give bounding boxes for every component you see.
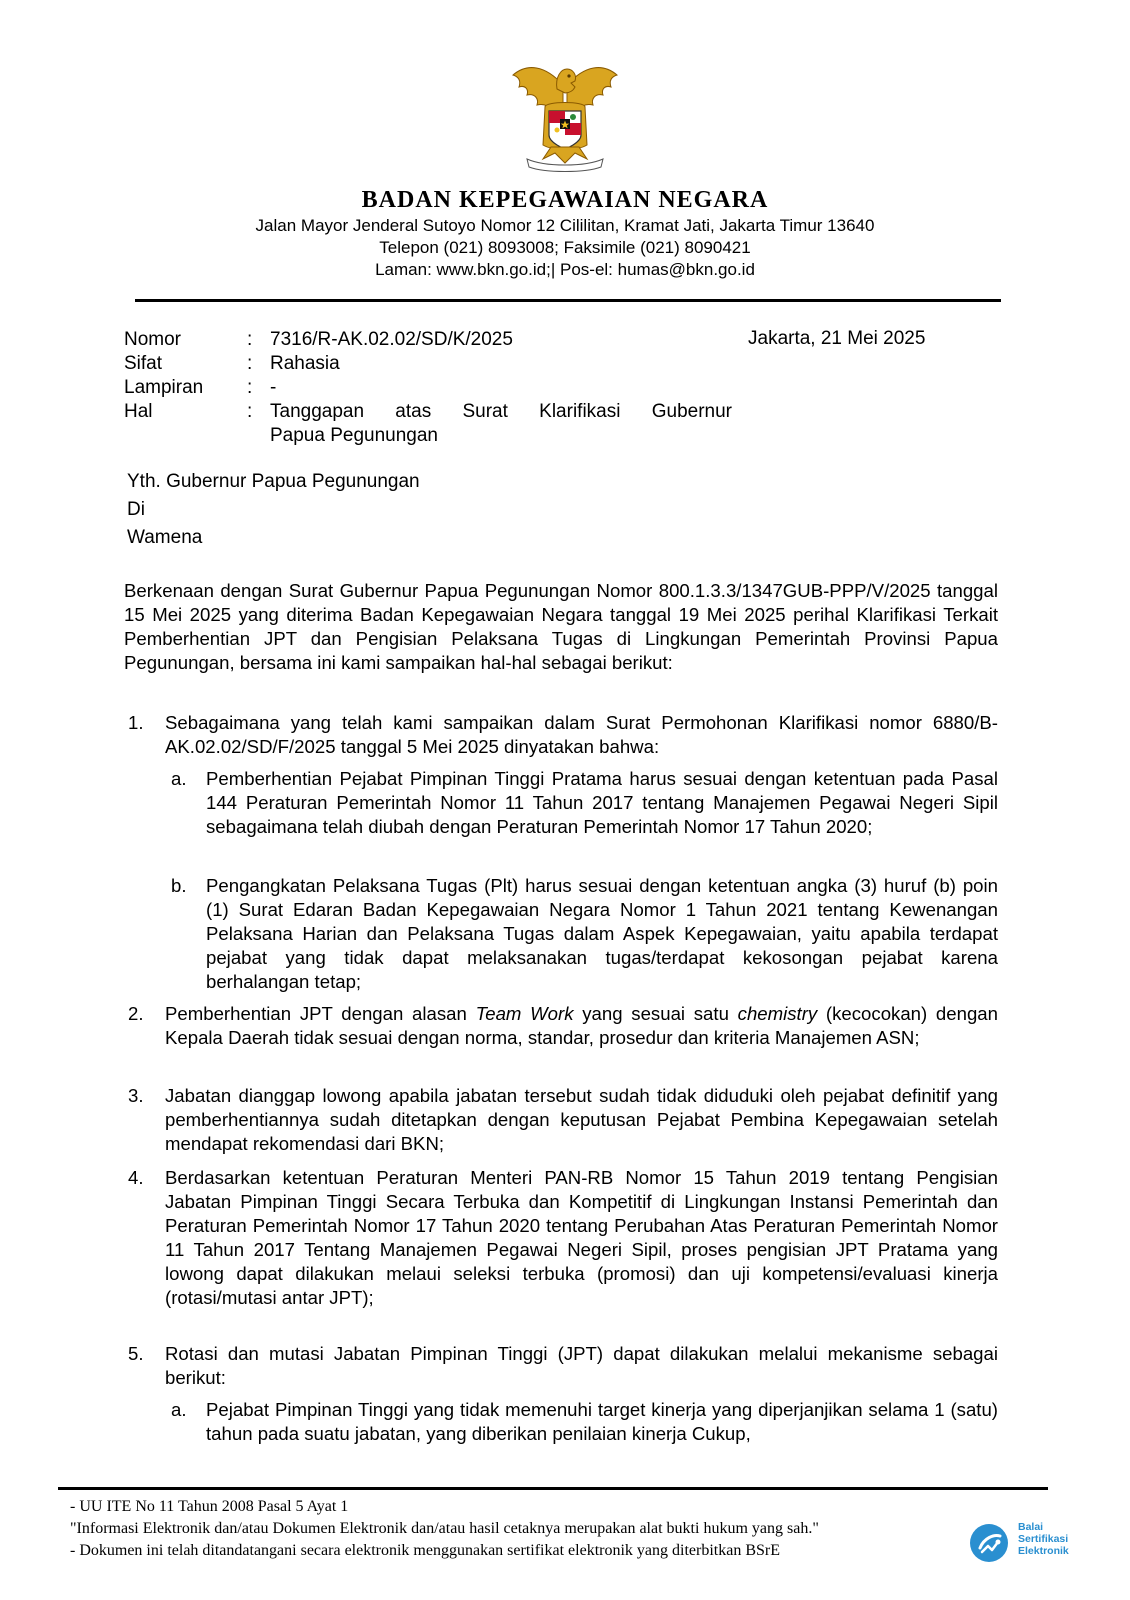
list-number: 1. bbox=[128, 712, 144, 733]
letter-date: Jakarta, 21 Mei 2025 bbox=[748, 328, 926, 349]
meta-colon: : bbox=[247, 353, 253, 374]
meta-label: Sifat bbox=[124, 353, 163, 374]
bsre-label-line: Balai bbox=[1018, 1521, 1044, 1533]
sublist-item: Pemberhentian Pejabat Pimpinan Tinggi Pratama harus sesuai dengan ketentuan pada Pasal 144 Peraturan Pemerintah Nomor 11 Tahun 2017 tentang Manajemen Pegawai Negeri Sipil sebagaimana telah diubah dengan Peraturan Pemerintah Nomor 17 Tahun 2020; bbox=[206, 768, 998, 837]
meta-value: Tanggapan atas Surat Klarifikasi Gubernur bbox=[270, 401, 732, 422]
text-run: yang sesuai satu bbox=[573, 1003, 738, 1024]
agency-address: Jalan Mayor Jenderal Sutoyo Nomor 12 Cililitan, Kramat Jati, Jakarta Timur 13640 bbox=[255, 216, 875, 235]
list-item: Berdasarkan ketentuan Peraturan Menteri PAN-RB Nomor 15 Tahun 2019 tentang Pengisian Jabatan Pimpinan Tinggi Secara Terbuka dan Kompetitif di Lingkungan Instansi Pemerintah dan Peraturan Pemerintah Nomor 17 Tahun 2020 tentang Perubahan Atas Peraturan Pemerintah Nomor 11 Tahun 2017 Tentang Manajemen Pegawai Negeri Sipil, proses pengisian JPT Pratama yang lowong dapat dilakukan melaui seleksi terbuka (promosi) dan uji kompetensi/evaluasi kinerja (rotasi/mutasi antar JPT); bbox=[165, 1167, 998, 1308]
text-run: Pemberhentian JPT dengan alasan bbox=[165, 1003, 476, 1024]
sublist-letter: a. bbox=[171, 1399, 187, 1420]
bsre-label bbox=[1018, 1521, 1069, 1557]
meta-colon: : bbox=[247, 401, 253, 422]
list-number: 3. bbox=[128, 1085, 144, 1106]
meta-colon: : bbox=[247, 377, 253, 398]
emphasis: chemistry bbox=[737, 1003, 818, 1024]
agency-phone: Telepon (021) 8093008; Faksimile (021) 8090421 bbox=[379, 238, 751, 257]
meta-colon: : bbox=[247, 329, 253, 350]
footer-divider bbox=[58, 1487, 1048, 1490]
meta-value: 7316/R-AK.02.02/SD/K/2025 bbox=[270, 329, 513, 350]
addressee-di: Di bbox=[127, 499, 145, 520]
emphasis: Team Work bbox=[475, 1003, 574, 1024]
list-item: Sebagaimana yang telah kami sampaikan dalam Surat Permohonan Klarifikasi nomor 6880/B-AK.02.02/SD/F/2025 tanggal 5 Mei 2025 dinyatakan bahwa: bbox=[165, 712, 998, 757]
meta-label: Nomor bbox=[124, 329, 182, 350]
agency-name: BADAN KEPEGAWAIAN NEGARA bbox=[361, 187, 769, 213]
garuda-emblem-icon bbox=[505, 55, 625, 173]
bsre-label-line: Elektronik bbox=[1018, 1545, 1069, 1557]
letterhead-divider bbox=[135, 299, 1001, 302]
agency-web: Laman: www.bkn.go.id;| Pos-el: humas@bkn.go.id bbox=[375, 260, 755, 279]
list-item: Jabatan dianggap lowong apabila jabatan tersebut sudah tidak diduduki oleh pejabat definitif yang pemberhentiannya sudah ditetapkan dengan keputusan Pejabat Pembina Kepegawaian setelah mendapat rekomendasi dari BKN; bbox=[165, 1085, 998, 1154]
meta-value: Rahasia bbox=[270, 353, 340, 374]
footer-esign-note: - Dokumen ini telah ditandatangani secara elektronik menggunakan sertifikat elektronik yang diterbitkan BSrE bbox=[70, 1542, 780, 1559]
list-item bbox=[165, 1002, 998, 1050]
list-item: Rotasi dan mutasi Jabatan Pimpinan Tinggi (JPT) dapat dilakukan melalui mekanisme sebagai berikut: bbox=[165, 1343, 998, 1388]
footer-law-reference: - UU ITE No 11 Tahun 2008 Pasal 5 Ayat 1 bbox=[70, 1498, 349, 1515]
meta-value: Papua Pegunungan bbox=[270, 425, 438, 446]
bsre-label-line: Sertifikasi bbox=[1018, 1533, 1069, 1545]
list-number: 5. bbox=[128, 1343, 144, 1364]
text-run: (kecocokan) dengan Kepala Daerah tidak sesuai dengan norma, standar, prosedur dan kriteria Manajemen ASN; bbox=[165, 1003, 998, 1048]
sublist-item: Pejabat Pimpinan Tinggi yang tidak memenuhi target kinerja yang diperjanjikan selama 1 (satu) tahun pada suatu jabatan, yang diberikan penilaian kinerja Cukup, bbox=[206, 1399, 998, 1444]
list-number: 4. bbox=[128, 1167, 144, 1188]
meta-label: Hal bbox=[124, 401, 153, 422]
footer-quote: "Informasi Elektronik dan/atau Dokumen Elektronik dan/atau hasil cetaknya merupakan alat bukti hukum yang sah." bbox=[70, 1520, 819, 1537]
addressee-name: Yth. Gubernur Papua Pegunungan bbox=[127, 471, 420, 492]
meta-label: Lampiran bbox=[124, 377, 204, 398]
meta-value: - bbox=[270, 377, 277, 398]
intro-paragraph: Berkenaan dengan Surat Gubernur Papua Pegunungan Nomor 800.1.3.3/1347GUB-PPP/V/2025 tanggal 15 Mei 2025 yang diterima Badan Kepegawaian Negara tanggal 19 Mei 2025 perihal Klarifikasi Terkait Pemberhentian JPT dan Pengisian Pelaksana Tugas di Lingkungan Pemerintah Provinsi Papua Pegunungan, bersama ini kami sampaikan hal-hal sebagai berikut: bbox=[124, 580, 998, 673]
addressee-city: Wamena bbox=[127, 527, 203, 548]
sublist-item: Pengangkatan Pelaksana Tugas (Plt) harus sesuai dengan ketentuan angka (3) huruf (b) poin (1) Surat Edaran Badan Kepegawaian Negara Nomor 1 Tahun 2021 tentang Kewenangan Pelaksana Harian dan Pelaksana Tugas dalam Aspek Kepegawaian, yaitu apabila terdapat pejabat yang tidak dapat melaksanakan tugas/terdapat kekosongan pejabat karena berhalangan tetap; bbox=[206, 875, 998, 992]
list-number: 2. bbox=[128, 1003, 144, 1024]
sublist-letter: b. bbox=[171, 875, 187, 896]
bsre-logo-icon bbox=[968, 1522, 1010, 1564]
sublist-letter: a. bbox=[171, 768, 187, 789]
